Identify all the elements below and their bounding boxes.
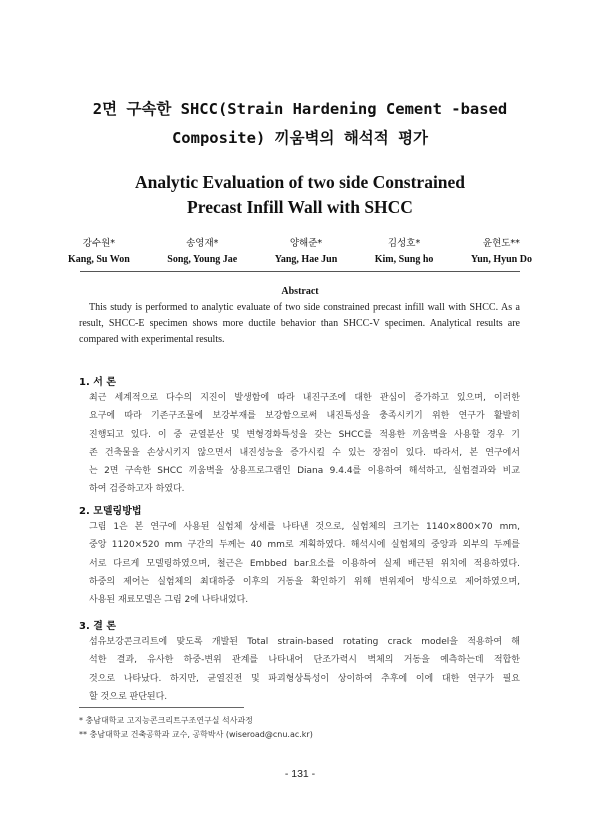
body-line: 사용된 재료모델은 그림 2에 나타내었다.	[89, 595, 249, 606]
author-4	[375, 235, 434, 267]
body-line: 것으로 나타났다. 하지만, 균열진전 및 파괴형상특성이 상이하여 추후에 이에 대한 연구가 필요	[89, 673, 520, 684]
body-line: 요구에 따라 기존구조물에 보강부재를 보강함으로써 내진특성을 충족시키기 위한 연구가 활발히	[89, 411, 520, 422]
body-line: 그림 1은 본 연구에 사용된 실험체 상세를 나타낸 것으로, 실험체의 크기는 1140×800×70 mm,	[89, 522, 520, 532]
author-english-name: Kim, Sung ho	[374, 254, 434, 265]
author-korean-name: 김성호*	[387, 238, 421, 249]
author-divider	[80, 271, 520, 272]
author-english-name: Kang, Su Won	[68, 254, 130, 265]
body-line: 존 건축물을 손상시키지 않으면서 내진성능을 증가시킬 수 있는 장점이 있다. 따라서, 본 연구에서	[89, 447, 520, 458]
body-line: 섬유보강콘크리트에 맞도록 개발된 Total strain-based rotating crack model을 적용하여 해	[89, 637, 520, 647]
author-korean-name: 양해준*	[289, 238, 323, 249]
body-line: 하여 검증하고자 하였다.	[89, 484, 185, 495]
body-line: 할 것으로 판단된다.	[89, 691, 168, 702]
section-heading-modeling: 2. 모델링방법	[79, 506, 142, 517]
korean-title-line-2: Composite) 끼움벽의 해석적 평가	[171, 129, 429, 147]
footnote-divider	[79, 707, 244, 708]
author-2	[167, 235, 237, 267]
korean-title-line-1: 2면 구속한 SHCC(Strain Hardening Cement -based	[92, 100, 508, 118]
author-5	[471, 235, 532, 267]
section-heading-introduction: 1. 서 론	[79, 377, 117, 388]
abstract-heading: Abstract	[281, 286, 319, 297]
section-heading-conclusion: 3. 결 론	[79, 621, 117, 632]
author-korean-name: 윤현도**	[482, 238, 520, 249]
body-line: 석한 결과, 유사한 하중-변위 관계를 나타내어 단조가력시 벽체의 거동을 예측하는데 적합한	[89, 655, 520, 666]
author-english-name: Yang, Hae Jun	[274, 254, 338, 265]
author-korean-name: 강수원*	[82, 238, 116, 249]
body-line: 중앙 1120×520 mm 구간의 두께는 40 mm로 계획하였다. 해석시에 실험체의 중앙과 외부의 두께를	[89, 540, 520, 551]
author-korean-name: 송영재*	[186, 238, 219, 249]
section-body-modeling	[79, 518, 520, 609]
body-line: 서로 다르게 모델링하였으며, 철근은 Embbed bar요소를 이용하여 실제 배근된 위치에 적용하였다.	[89, 558, 520, 569]
author-list	[68, 235, 532, 267]
korean-title	[50, 95, 550, 153]
author-1	[68, 235, 130, 267]
page-number: - 131 -	[284, 768, 316, 780]
body-line: 진행되고 있다. 이 중 균열분산 및 변형경화특성을 갖는 SHCC를 적용한 끼움벽을 사용할 경우 기	[89, 429, 520, 440]
body-line: 최근 세계적으로 다수의 지진이 발생함에 따라 내진구조에 대한 관심이 증가하고 있으며, 이러한	[89, 393, 520, 403]
english-title-line-2: Precast Infill Wall with SHCC	[187, 197, 413, 217]
footnote-1: * 충남대학교 고지능콘크리트구조연구실 석사과정	[79, 716, 253, 725]
section-body-conclusion	[79, 633, 520, 706]
body-line: 하중의 제어는 실험체의 최대하중 이후의 거동을 확인하기 위해 변위제어 방식으로 제어하였으며,	[89, 576, 520, 587]
author-english-name: Song, Young Jae	[167, 254, 238, 265]
body-line: 는 2면 구속한 SHCC 끼움벽을 상용프로그램인 Diana 9.4.4를 이용하여 해석하고, 실험결과와 비교	[89, 466, 520, 477]
abstract-text: This study is performed to analytic evaluate of two side constrained precast infill wall with SHCC. As a result, SHCC-E specimen shows more ductile behavior than SHCC-V specimen. Analytical results are compared with experimental results.	[79, 302, 520, 345]
author-english-name: Yun, Hyun Do	[470, 254, 532, 265]
english-title-line-1: Analytic Evaluation of two side Constrained	[134, 172, 466, 192]
footnote-2: ** 충남대학교 건축공학과 교수, 공학박사 (wiseroad@cnu.ac.kr)	[79, 730, 313, 739]
author-3	[275, 235, 338, 267]
section-body-introduction	[79, 389, 520, 499]
english-title	[50, 170, 550, 220]
